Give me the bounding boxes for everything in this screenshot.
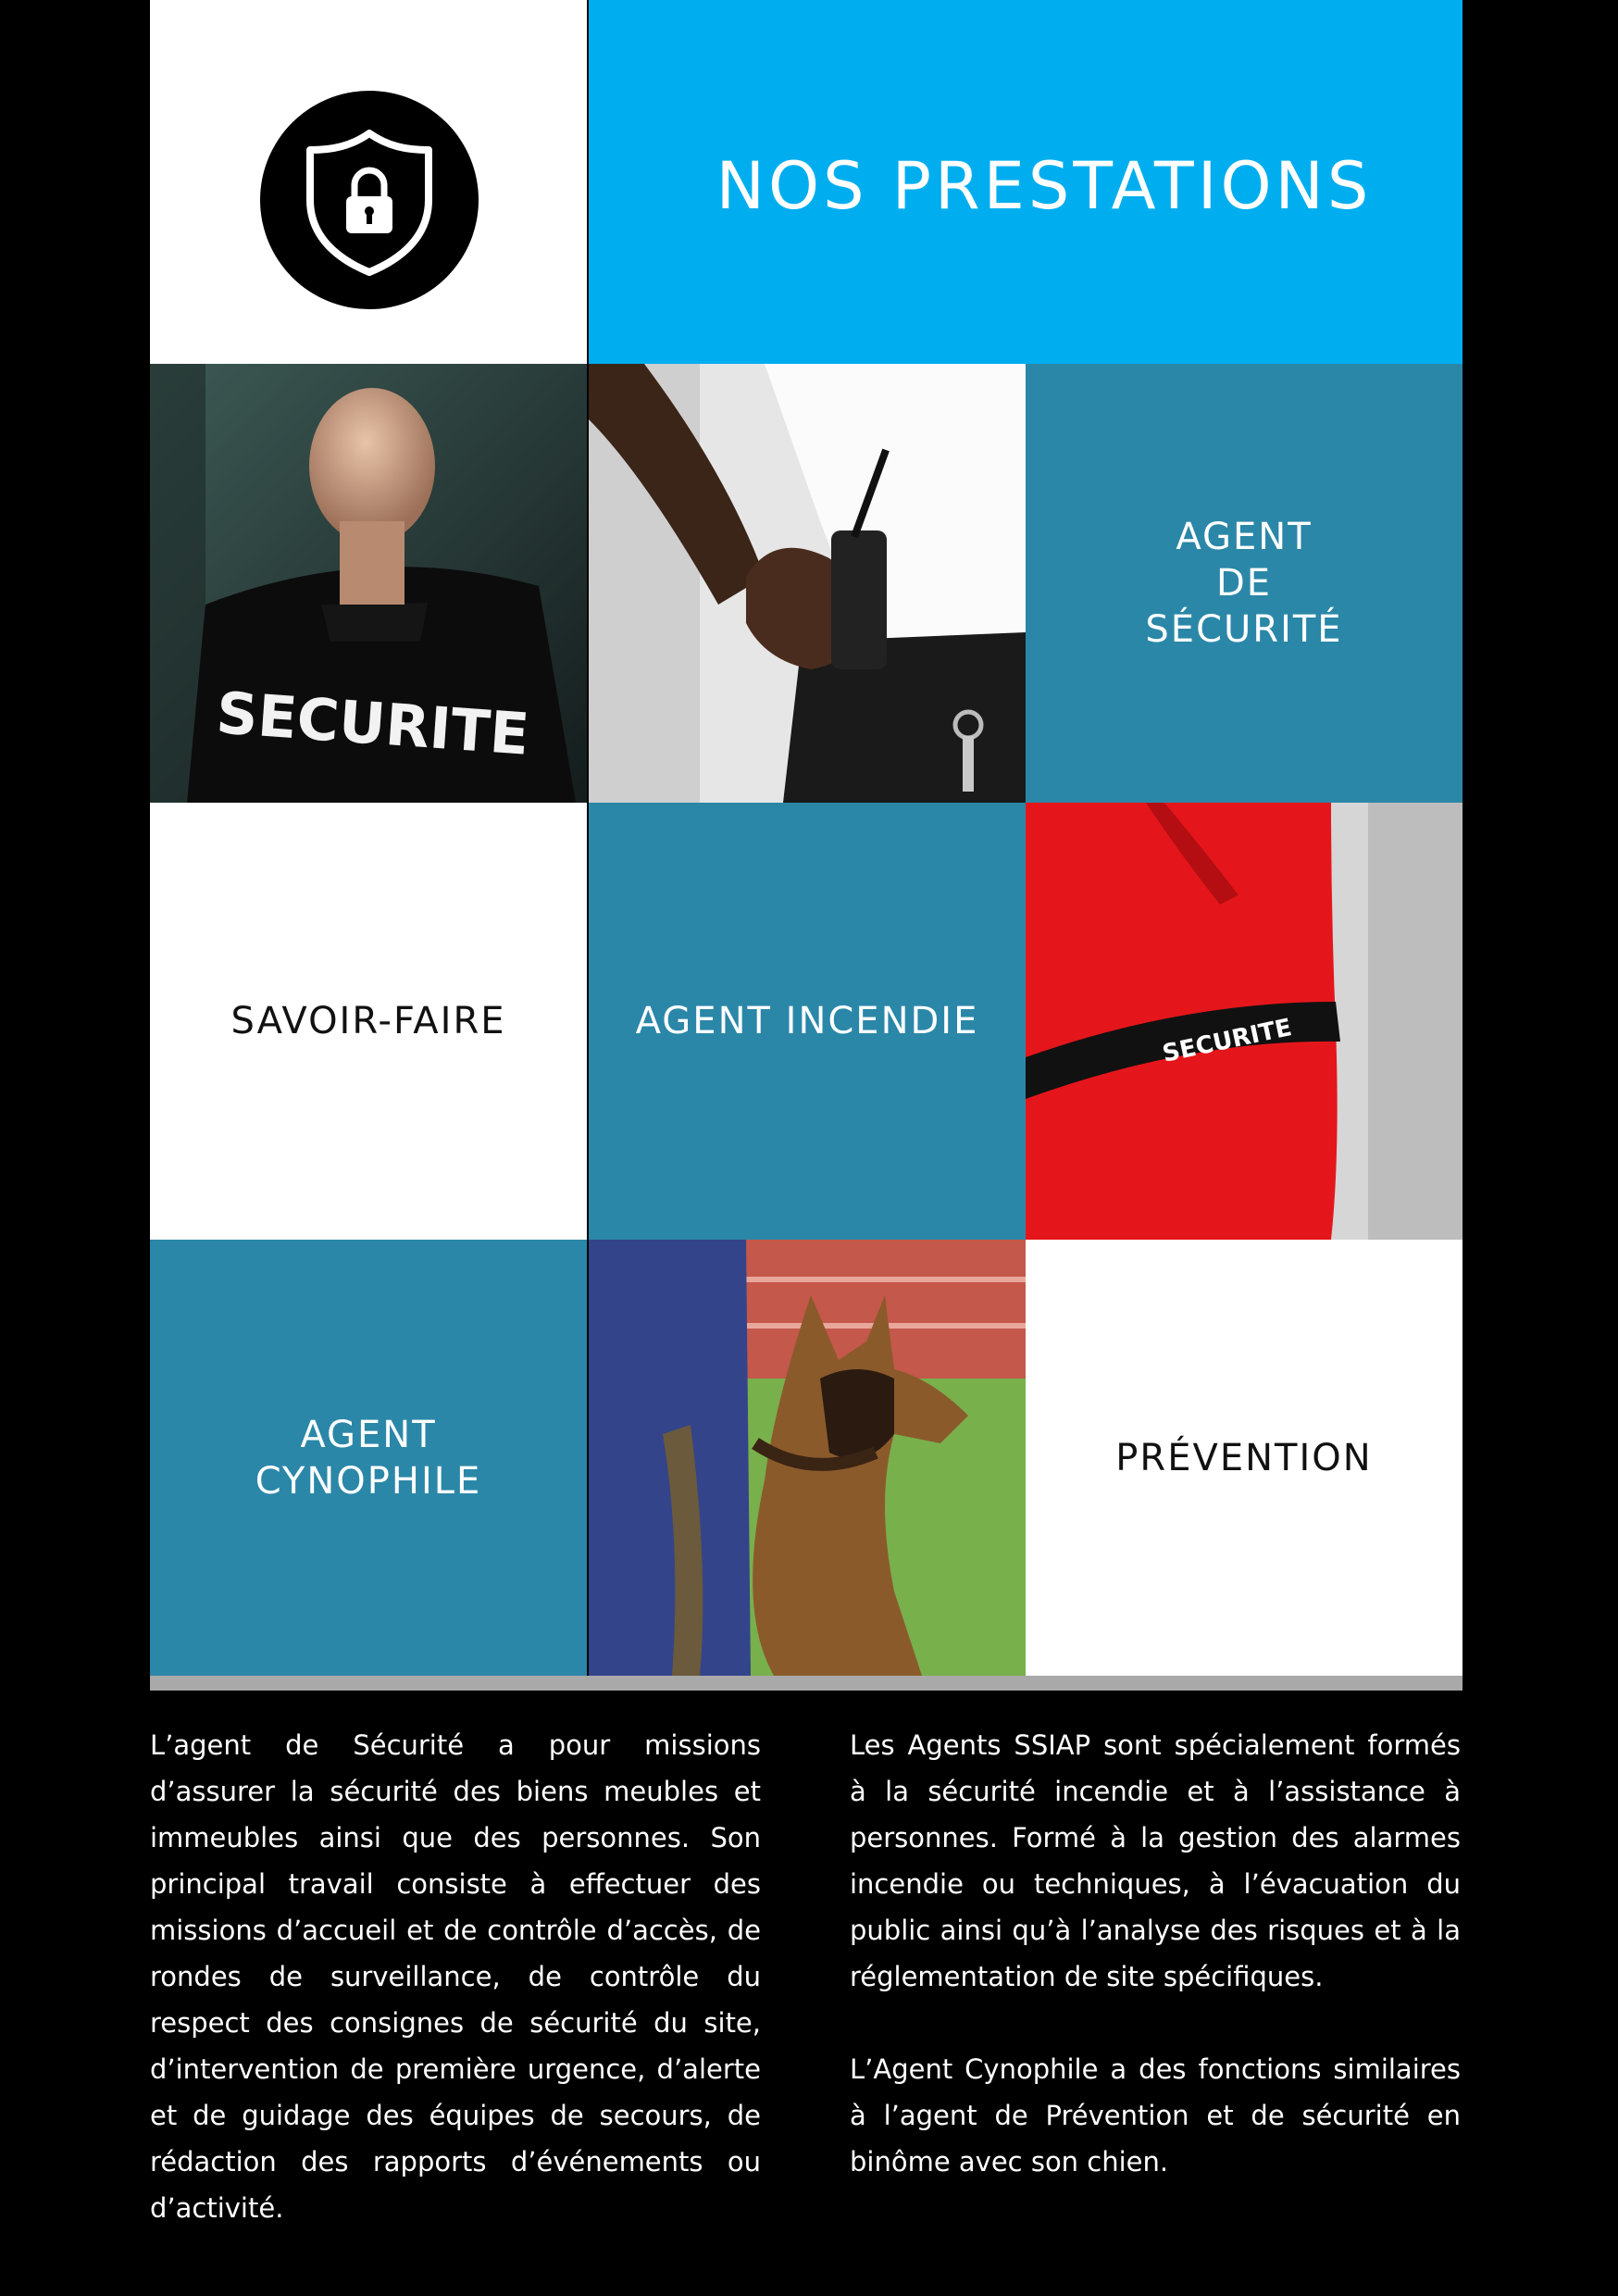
agent-incendie-label: AGENT INCENDIE [635, 1000, 979, 1042]
tile-agent-cynophile [150, 1240, 587, 1676]
body-left-column [150, 1722, 761, 2231]
dog-handler-image [589, 1240, 1026, 1676]
savoir-faire-label: SAVOIR-FAIRE [230, 1000, 506, 1042]
guard-back-text: SECURITE [214, 679, 532, 768]
photo-walkie-talkie [589, 364, 1026, 803]
agent-securite-line-3: SÉCURITÉ [1145, 608, 1343, 651]
prevention-label: PRÉVENTION [1115, 1436, 1373, 1479]
tile-agent-securite [1026, 364, 1462, 803]
agent-cynophile-line-2: CYNOPHILE [255, 1459, 482, 1503]
shield-lock-icon [258, 89, 480, 311]
page-title: NOS PRESTATIONS [716, 148, 1373, 224]
agent-securite-line-1: AGENT [1176, 516, 1313, 558]
agent-cynophile-label [150, 1412, 587, 1504]
divider-bar [150, 1676, 1462, 1691]
ssiap-description: Les Agents SSIAP sont spécialement formés à la sécurité incendie et à l’assistance à personnes. Formé à la gestion des alarmes incendie ou techniques, à l’évacuation du public ainsi qu’à l’analyse des risques et à la réglementation de site spécifiques. [850, 1729, 1461, 1992]
logo-tile [150, 0, 587, 364]
tile-agent-incendie [589, 803, 1026, 1240]
guard-back-image [150, 364, 587, 803]
cynophile-description: L’Agent Cynophile a des fonctions similaires à l’agent de Prévention et de sécurité en binôme avec son chien. [850, 2053, 1461, 2177]
services-grid [150, 0, 1462, 1676]
tile-savoir-faire [150, 803, 587, 1240]
agent-cynophile-line-1: AGENT [300, 1413, 437, 1456]
agent-securite-line-2: DE [1215, 562, 1273, 605]
agent-securite-label [1026, 514, 1462, 653]
walkie-talkie-image [589, 364, 1026, 803]
red-uniform-image [1026, 803, 1462, 1240]
armband-text: SECURITE [1160, 1014, 1295, 1068]
photo-guard-back [150, 364, 587, 803]
tile-prevention [1026, 1240, 1462, 1676]
photo-dog-handler [589, 1240, 1026, 1676]
body-right-column [850, 1722, 1461, 2185]
agent-securite-description: L’agent de Sécurité a pour missions d’assurer la sécurité des biens meubles et immeubles ainsi que des personnes. Son principal travail consiste à effectuer des missions d’accueil et de contrôle d’accès, de rondes de surveillance, de contrôle du respect des consignes de sécurité du site, d’intervention de première urgence, d’alerte et de guidage des équipes de secours, de rédaction des rapports d’événements ou d’activité. [150, 1729, 761, 2224]
title-banner [589, 0, 1462, 364]
photo-red-uniform [1026, 803, 1462, 1240]
